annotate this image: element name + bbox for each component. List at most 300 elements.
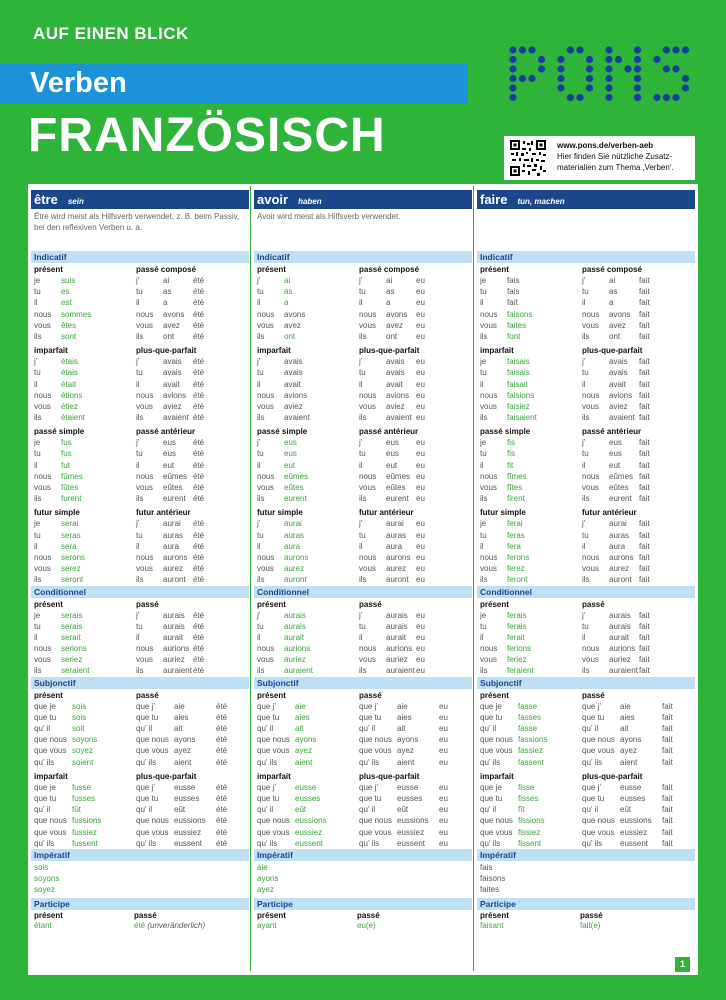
verb-form: fissions	[518, 816, 545, 826]
conjugation-row	[257, 734, 359, 745]
conjugation-row	[359, 331, 461, 342]
pronoun: il	[582, 298, 586, 308]
pronoun: ils	[34, 494, 42, 504]
past-participle: eu	[416, 298, 425, 308]
conjugation-row	[257, 827, 359, 838]
tense-table-ind_futur_simple	[477, 507, 582, 585]
conjugation-row	[480, 838, 582, 849]
imperatif-list	[477, 862, 695, 895]
verb-form: fut	[61, 460, 70, 470]
auxiliary: as	[163, 287, 172, 297]
conjugation-row	[582, 838, 684, 849]
section-imperatif: Impératif	[254, 849, 472, 861]
auxiliary: eusses	[397, 793, 423, 803]
pronoun: ils	[34, 331, 42, 341]
pronoun: vous	[480, 655, 497, 665]
pronoun: nous	[480, 644, 498, 654]
conjugation-row	[359, 665, 461, 676]
verb-form: aies	[295, 712, 310, 722]
verb-header	[477, 190, 695, 209]
conjugation-row	[582, 552, 684, 563]
conjugation-row	[480, 610, 582, 621]
tense-header: plus-que-parfait	[359, 771, 420, 781]
verb-form: est	[61, 298, 72, 308]
tense-pair	[254, 426, 472, 504]
auxiliary: aurai	[386, 519, 404, 529]
verb-form: fus	[61, 438, 72, 448]
verb-form: eussions	[295, 816, 327, 826]
pronoun: tu	[480, 530, 487, 540]
pronoun: nous	[34, 471, 52, 481]
tense-header: passé	[136, 599, 159, 609]
conjugation-row	[257, 331, 359, 342]
past-participle: été	[216, 757, 228, 767]
pronoun: que vous	[480, 746, 513, 756]
past-participle: eu	[416, 655, 425, 665]
verb-form: avez	[284, 320, 301, 330]
conjugation-row	[34, 530, 136, 541]
verb-form: feras	[507, 530, 525, 540]
auxiliary: eusse	[620, 782, 642, 792]
auxiliary: aurons	[386, 552, 411, 562]
pronoun: il	[359, 632, 363, 642]
auxiliary: ayons	[620, 735, 642, 745]
conjugation-row	[582, 390, 684, 401]
pronoun: que tu	[34, 793, 57, 803]
auxiliary: auront	[163, 575, 186, 585]
verb-form: fait	[507, 298, 518, 308]
pronoun: que vous	[136, 827, 169, 837]
participle-headers	[31, 910, 249, 921]
conjugation-row	[359, 712, 461, 723]
past-participle: eu	[416, 287, 425, 297]
past-participle: eu	[416, 494, 425, 504]
verb-form: eussent	[295, 838, 324, 848]
auxiliary: ait	[620, 724, 629, 733]
past-participle: eu	[416, 357, 425, 367]
past-participle: été	[216, 712, 228, 722]
tense-table-ind_present	[477, 264, 582, 342]
pronoun: ils	[34, 413, 42, 423]
pronoun: ils	[582, 413, 590, 423]
pronoun: ils	[257, 413, 265, 423]
pronoun: je	[480, 519, 487, 529]
pronoun: que nous	[136, 816, 169, 826]
verb-form: fûtes	[61, 483, 79, 492]
verb-form: étais	[61, 368, 78, 378]
auxiliary: auriez	[386, 655, 408, 665]
conjugation-row	[257, 665, 359, 676]
tense-table-ind_futur_simple	[254, 507, 359, 585]
past-participle: fait	[639, 390, 650, 400]
column-divider	[250, 186, 251, 971]
past-participle: eu	[439, 735, 448, 745]
verb-form: fais	[507, 287, 520, 297]
past-participle: été	[193, 483, 205, 492]
auxiliary: ont	[609, 331, 621, 341]
past-participle: fait	[639, 621, 650, 631]
past-participle: été	[216, 701, 228, 711]
past-participle: fait	[639, 519, 650, 529]
conjugation-row	[34, 745, 136, 756]
verb-form: faisais	[507, 357, 530, 367]
pronoun: ils	[359, 413, 367, 423]
pronoun: ils	[257, 666, 265, 676]
pronoun: ils	[136, 331, 144, 341]
pronoun: tu	[34, 368, 41, 378]
verb-form: eusse	[295, 782, 317, 792]
conjugation-row	[582, 804, 684, 815]
conjugation-row	[34, 734, 136, 745]
tense-header: plus-que-parfait	[136, 771, 197, 781]
logo-dot	[682, 75, 689, 82]
auxiliary: eussiez	[174, 827, 202, 837]
conjugation-row	[359, 530, 461, 541]
past-participle: fait	[639, 644, 650, 654]
past-participle: fait	[662, 816, 673, 826]
tense-pair	[477, 345, 695, 423]
conjugation-row	[359, 448, 461, 459]
pronoun: tu	[257, 287, 264, 297]
conjugation-row	[480, 437, 582, 448]
verb-form: ferez	[507, 564, 525, 574]
conjugation-row	[34, 793, 136, 804]
past-participle: été	[193, 357, 205, 367]
pronoun: que j’	[257, 701, 277, 711]
tense-pair	[477, 771, 695, 849]
auxiliary: aurait	[609, 632, 630, 642]
auxiliary: aviez	[386, 401, 405, 411]
conjugation-row	[257, 286, 359, 297]
past-participle: fait	[639, 401, 650, 411]
verb-form: êtes	[61, 320, 77, 330]
conjugation-row	[257, 552, 359, 563]
logo-dot	[509, 65, 516, 72]
verb-note: Être wird meist als Hilfsverb verwendet, z. B. beim Passiv, bei den reflexiven Verben u. a.	[34, 212, 240, 232]
pronoun: vous	[34, 401, 51, 411]
verb-form: feraient	[507, 666, 534, 676]
tense-table-cond_present	[31, 599, 136, 677]
auxiliary: avons	[163, 309, 185, 319]
conjugation-row	[257, 401, 359, 412]
conjugation-row	[480, 331, 582, 342]
tense-pair	[31, 345, 249, 423]
pronoun: que vous	[34, 827, 67, 837]
conjugation-row	[34, 815, 136, 826]
tense-pair	[254, 345, 472, 423]
pronoun: tu	[582, 621, 589, 631]
verb-form: ayez	[295, 746, 312, 756]
conjugation-row	[257, 712, 359, 723]
pronoun: je	[34, 519, 41, 529]
pronoun: qu’ il	[480, 805, 497, 815]
verb-form: seraient	[61, 666, 90, 676]
pronoun: vous	[582, 564, 599, 574]
conjugation-row	[136, 745, 238, 756]
conjugation-row	[582, 827, 684, 838]
auxiliary: avait	[163, 379, 180, 389]
conjugation-row	[480, 390, 582, 401]
pronoun: que tu	[359, 712, 382, 722]
conjugation-row	[136, 482, 238, 493]
auxiliary: auront	[386, 575, 409, 585]
pronoun: vous	[136, 401, 153, 411]
pronoun: vous	[359, 564, 376, 574]
past-participle: eu	[439, 746, 448, 756]
auxiliary: eussions	[174, 816, 206, 826]
logo-dot	[615, 56, 622, 63]
past-participle: été	[193, 621, 205, 631]
pronoun: il	[480, 379, 484, 389]
conjugation-row	[359, 518, 461, 529]
pronoun: que tu	[34, 712, 57, 722]
pronoun: je	[480, 610, 487, 620]
past-participle: été	[193, 655, 205, 665]
auxiliary: aurais	[163, 610, 185, 620]
auxiliary: aient	[174, 757, 192, 767]
pronoun: j’	[136, 276, 140, 285]
conjugation-row	[34, 390, 136, 401]
tense-pair	[254, 599, 472, 677]
pronoun: que je	[34, 701, 56, 711]
conjugation-row	[359, 745, 461, 756]
conjugation-row	[136, 723, 238, 734]
pronoun: tu	[136, 287, 143, 297]
pronoun: vous	[257, 320, 274, 330]
conjugation-row	[257, 482, 359, 493]
auxiliary: avaient	[609, 413, 635, 423]
verb-form: eus	[284, 449, 297, 459]
logo-dot	[634, 46, 641, 53]
pronoun: que tu	[359, 793, 382, 803]
logo-dot	[586, 65, 593, 72]
conjugation-row	[359, 654, 461, 665]
tense-pair	[31, 507, 249, 585]
auxiliary: ai	[386, 276, 393, 285]
past-participle: été	[193, 530, 205, 540]
conjugation-row	[480, 286, 582, 297]
past-participle: eu	[416, 460, 425, 470]
tense-table-ind_imparfait	[254, 345, 359, 423]
conjugation-row	[257, 379, 359, 390]
auxiliary: avons	[386, 309, 408, 319]
conjugation-row	[257, 356, 359, 367]
logo-dot	[576, 46, 583, 53]
pronoun: j’	[136, 519, 140, 529]
pronoun: qu’ il	[257, 805, 274, 815]
pronoun: ils	[480, 494, 488, 504]
pronoun: que vous	[582, 827, 615, 837]
conjugation-row	[34, 654, 136, 665]
conjugation-row	[582, 782, 684, 793]
pronoun: que nous	[359, 735, 392, 745]
tense-pair	[31, 771, 249, 849]
section-imperatif: Impératif	[31, 849, 249, 861]
past-participle: été	[216, 827, 228, 837]
conjugation-row	[359, 297, 461, 308]
verb-form: avait	[284, 379, 301, 389]
auxiliary: aurais	[609, 610, 631, 620]
verb-form: aura	[284, 541, 301, 551]
conjugation-row	[136, 712, 238, 723]
verb-form: fasse	[518, 724, 538, 733]
pronoun: vous	[136, 483, 153, 492]
tense-header: plus-que-parfait	[582, 346, 643, 356]
pronoun: il	[34, 379, 38, 389]
past-participle: eu	[416, 368, 425, 378]
conjugation-row	[136, 379, 238, 390]
pronoun: que nous	[257, 816, 290, 826]
verb-form: fis	[507, 449, 515, 459]
pronoun: il	[136, 460, 140, 470]
auxiliary: ait	[174, 724, 183, 733]
tense-header: présent	[257, 265, 286, 274]
verb-form: fît	[518, 805, 525, 815]
verb-form: eût	[295, 805, 307, 815]
conjugation-row	[257, 621, 359, 632]
logo-dot	[586, 84, 593, 91]
verb-form: faisaient	[507, 413, 537, 423]
pronoun: ils	[359, 666, 367, 676]
conjugation-row	[480, 297, 582, 308]
pronoun: je	[34, 276, 41, 285]
verb-form: fasses	[518, 712, 542, 722]
pronoun: nous	[136, 644, 154, 654]
conjugation-row	[359, 734, 461, 745]
auxiliary: auraient	[386, 666, 415, 676]
pronoun: nous	[34, 552, 52, 562]
conjugation-row	[582, 437, 684, 448]
conjugation-row	[359, 460, 461, 471]
tense-header: futur simple	[34, 508, 80, 518]
pronoun: il	[257, 632, 261, 642]
conjugation-row	[480, 757, 582, 768]
past-participle: été	[216, 735, 228, 745]
pronoun: que tu	[136, 793, 159, 803]
auxiliary: ayez	[620, 746, 637, 756]
auxiliary: aurez	[609, 564, 630, 574]
conjugation-row	[136, 331, 238, 342]
tense-table-subj_present	[31, 690, 136, 768]
pronoun: vous	[359, 320, 376, 330]
tense-table-ind_futur_simple	[31, 507, 136, 585]
qr-code-icon[interactable]	[510, 140, 546, 176]
tense-header: futur simple	[480, 508, 526, 518]
conjugation-row	[136, 309, 238, 320]
participle-present-header: présent	[257, 910, 286, 920]
pronoun: que nous	[136, 735, 169, 745]
tense-table-ind_passe_simple	[477, 426, 582, 504]
verb-form: avais	[284, 357, 303, 367]
conjugation-row	[257, 643, 359, 654]
pronoun: tu	[136, 368, 143, 378]
conjugation-row	[257, 563, 359, 574]
auxiliary: ont	[386, 331, 398, 341]
pronoun: que tu	[136, 712, 159, 722]
logo-dot	[528, 75, 535, 82]
tense-header: passé composé	[582, 265, 643, 274]
pronoun: ils	[136, 494, 144, 504]
conjugation-row	[34, 286, 136, 297]
pronoun: que nous	[34, 816, 67, 826]
past-participle: eu	[439, 816, 448, 826]
link-url[interactable]: www.pons.de/verben-aeb	[557, 141, 654, 150]
pronoun: vous	[359, 401, 376, 411]
logo-dot	[672, 65, 679, 72]
conjugation-row	[136, 734, 238, 745]
tense-table-ind_plus_que_parfait	[136, 345, 238, 423]
logo-dot	[557, 75, 564, 82]
auxiliary: avaient	[386, 413, 412, 423]
conjugation-row	[480, 745, 582, 756]
tense-table-cond_passe	[359, 599, 461, 677]
pronoun: qu’ ils	[257, 757, 278, 767]
tense-table-cond_passe	[136, 599, 238, 677]
conjugation-row	[480, 518, 582, 529]
pronoun: que tu	[480, 793, 503, 803]
past-participle: été	[193, 379, 205, 389]
section-participe: Participe	[31, 898, 249, 910]
verb-translation: haben	[298, 197, 322, 206]
past-participle: eu	[439, 701, 448, 711]
conjugation-row	[257, 390, 359, 401]
pronoun: nous	[480, 309, 498, 319]
auxiliary: eussent	[397, 838, 426, 848]
participle-past-form: fait(e)	[580, 920, 601, 930]
tense-header: futur antérieur	[136, 508, 191, 518]
past-participle: eu	[439, 838, 448, 848]
pronoun: nous	[359, 644, 377, 654]
pronoun: que nous	[34, 735, 67, 745]
conjugation-row	[359, 471, 461, 482]
pronoun: tu	[34, 621, 41, 631]
verb-form: feriez	[507, 655, 527, 665]
pronoun: ils	[34, 666, 42, 676]
logo-dot	[634, 65, 641, 72]
tense-header: présent	[34, 599, 63, 609]
pronoun: je	[480, 357, 487, 367]
past-participle: eu	[439, 724, 448, 733]
pronoun: il	[359, 541, 363, 551]
tense-table-ind_present	[254, 264, 359, 342]
tense-header: présent	[34, 690, 63, 700]
auxiliary: eus	[609, 438, 622, 448]
conjugation-row	[34, 757, 136, 768]
verb-form: étais	[61, 357, 78, 367]
conjugation-row	[34, 701, 136, 712]
conjugation-row	[34, 552, 136, 563]
tense-header: passé	[359, 690, 382, 700]
past-participle: eu	[416, 471, 425, 481]
verb-form: fissent	[518, 838, 542, 848]
imperatif-list	[254, 862, 472, 895]
conjugation-row	[34, 574, 136, 585]
pronoun: nous	[359, 552, 377, 562]
pronoun: j’	[359, 276, 363, 285]
conjugation-row	[136, 493, 238, 504]
pronoun: vous	[480, 483, 497, 492]
participle-past-form: eu(e)	[357, 920, 376, 930]
conjugation-row	[480, 621, 582, 632]
pronoun: je	[34, 438, 41, 448]
auxiliary: eûmes	[609, 471, 634, 481]
conjugation-row	[136, 621, 238, 632]
past-participle: été	[193, 541, 205, 551]
conjugation-row	[359, 610, 461, 621]
past-participle: été	[193, 666, 205, 676]
past-participle: eu	[416, 276, 425, 285]
past-participle: fait	[639, 632, 650, 642]
